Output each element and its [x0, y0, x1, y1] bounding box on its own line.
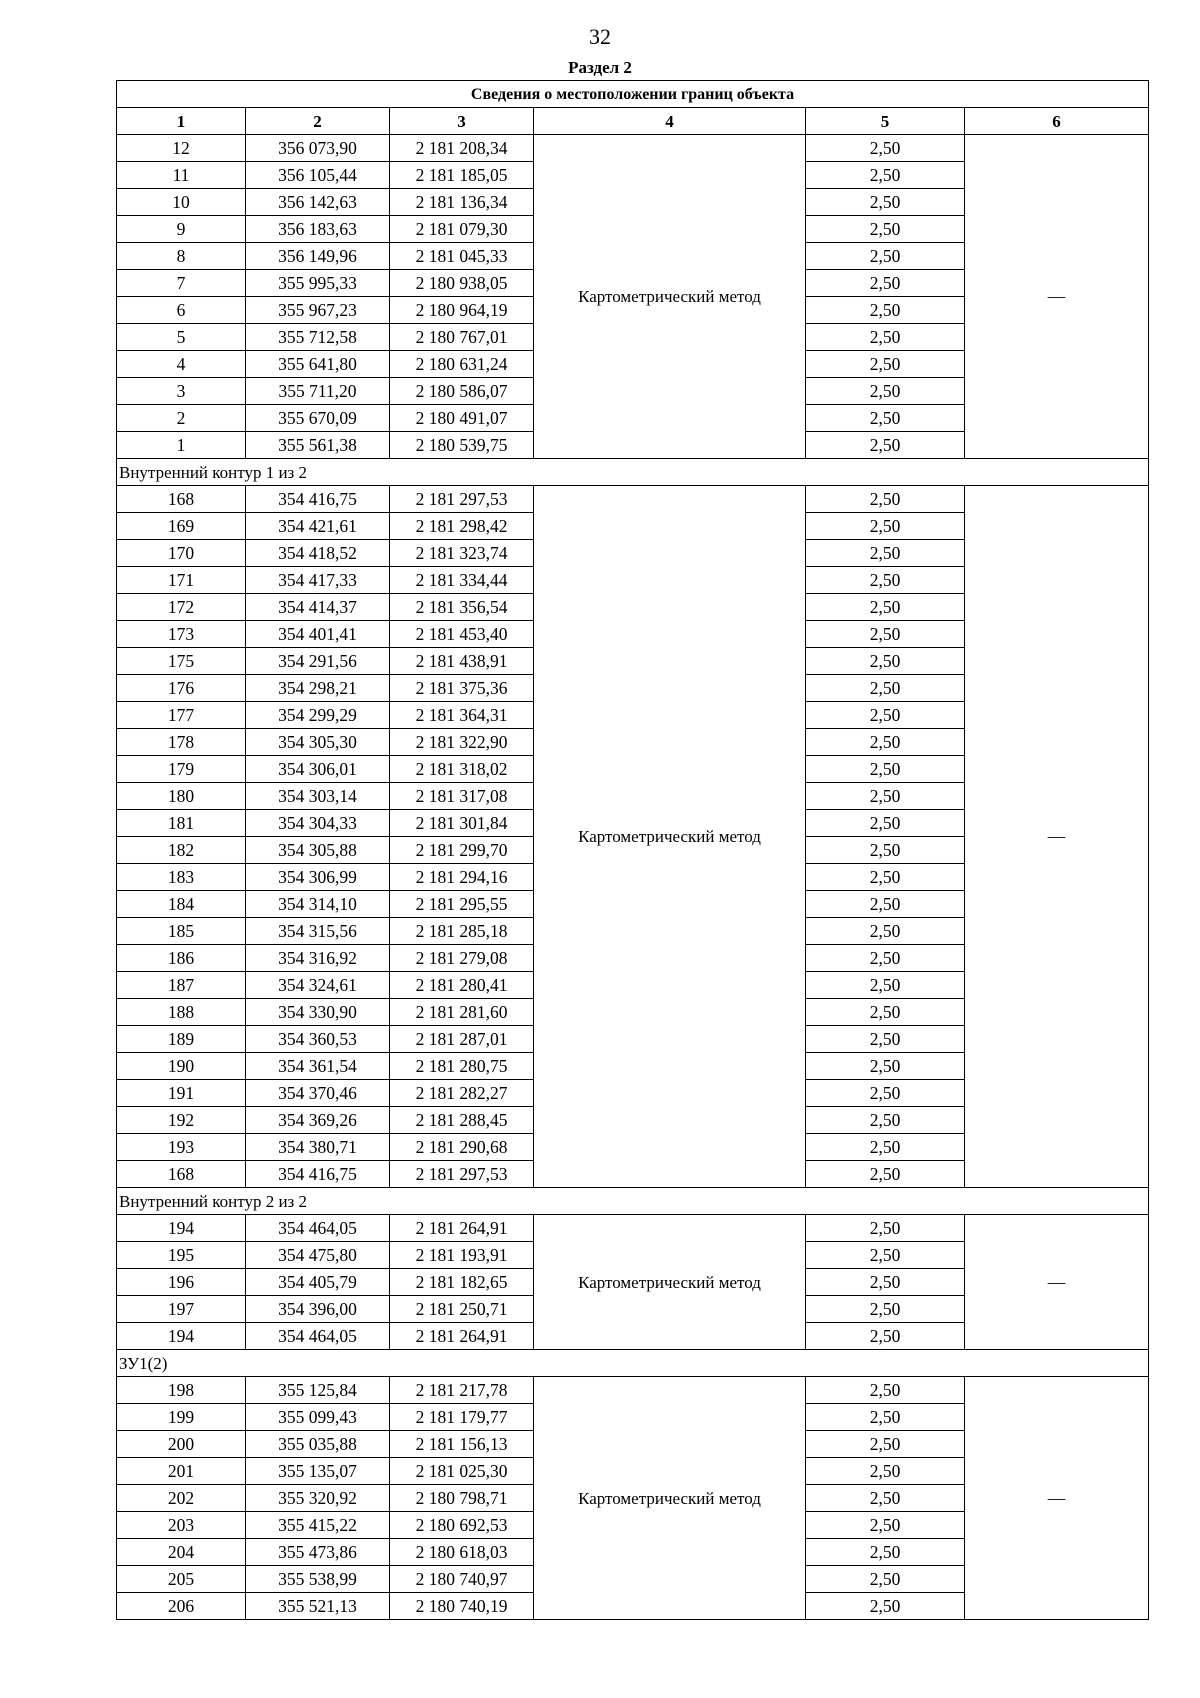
coord-x: 354 405,79 [246, 1269, 390, 1296]
point-number: 197 [117, 1296, 246, 1323]
accuracy: 2,50 [806, 405, 965, 432]
col6-cell: — [965, 135, 1149, 459]
point-number: 186 [117, 945, 246, 972]
point-number: 196 [117, 1269, 246, 1296]
coord-x: 354 401,41 [246, 621, 390, 648]
coord-y: 2 180 938,05 [390, 270, 534, 297]
coord-y: 2 181 217,78 [390, 1377, 534, 1404]
column-header: 1 [117, 108, 246, 135]
method-cell: Картометрический метод [534, 1215, 806, 1350]
accuracy: 2,50 [806, 1539, 965, 1566]
coord-x: 354 417,33 [246, 567, 390, 594]
page-number: 32 [589, 24, 611, 49]
coord-x: 354 369,26 [246, 1107, 390, 1134]
group-label: ЗУ1(2) [117, 1350, 1149, 1377]
coord-x: 354 475,80 [246, 1242, 390, 1269]
accuracy: 2,50 [806, 1431, 965, 1458]
coord-y: 2 181 375,36 [390, 675, 534, 702]
point-number: 8 [117, 243, 246, 270]
accuracy: 2,50 [806, 1161, 965, 1188]
section-label: Раздел 2 [568, 58, 632, 77]
point-number: 170 [117, 540, 246, 567]
point-number: 206 [117, 1593, 246, 1620]
point-number: 204 [117, 1539, 246, 1566]
coord-y: 2 181 453,40 [390, 621, 534, 648]
coord-x: 355 995,33 [246, 270, 390, 297]
accuracy: 2,50 [806, 1485, 965, 1512]
coord-x: 355 641,80 [246, 351, 390, 378]
coord-x: 354 306,99 [246, 864, 390, 891]
accuracy: 2,50 [806, 702, 965, 729]
col6-cell: — [965, 486, 1149, 1188]
accuracy: 2,50 [806, 1242, 965, 1269]
point-number: 199 [117, 1404, 246, 1431]
coord-x: 356 105,44 [246, 162, 390, 189]
accuracy: 2,50 [806, 675, 965, 702]
accuracy: 2,50 [806, 891, 965, 918]
accuracy: 2,50 [806, 324, 965, 351]
accuracy: 2,50 [806, 1053, 965, 1080]
coord-y: 2 181 250,71 [390, 1296, 534, 1323]
coord-x: 355 538,99 [246, 1566, 390, 1593]
boundary-coordinates-table [116, 80, 1149, 1620]
coord-x: 354 303,14 [246, 783, 390, 810]
coord-x: 355 099,43 [246, 1404, 390, 1431]
coord-x: 354 414,37 [246, 594, 390, 621]
accuracy: 2,50 [806, 945, 965, 972]
point-number: 185 [117, 918, 246, 945]
coord-y: 2 181 045,33 [390, 243, 534, 270]
accuracy: 2,50 [806, 1080, 965, 1107]
table-row [117, 135, 1149, 162]
coord-x: 355 415,22 [246, 1512, 390, 1539]
coord-y: 2 181 295,55 [390, 891, 534, 918]
coord-x: 355 135,07 [246, 1458, 390, 1485]
point-number: 181 [117, 810, 246, 837]
point-number: 187 [117, 972, 246, 999]
coord-x: 354 291,56 [246, 648, 390, 675]
coord-y: 2 181 356,54 [390, 594, 534, 621]
point-number: 188 [117, 999, 246, 1026]
column-header: 4 [534, 108, 806, 135]
accuracy: 2,50 [806, 1593, 965, 1620]
coord-x: 354 304,33 [246, 810, 390, 837]
point-number: 168 [117, 1161, 246, 1188]
group-label-row [117, 459, 1149, 486]
coord-x: 354 305,30 [246, 729, 390, 756]
point-number: 201 [117, 1458, 246, 1485]
coord-x: 356 142,63 [246, 189, 390, 216]
point-number: 184 [117, 891, 246, 918]
accuracy: 2,50 [806, 162, 965, 189]
accuracy: 2,50 [806, 729, 965, 756]
coord-y: 2 181 025,30 [390, 1458, 534, 1485]
coord-y: 2 181 290,68 [390, 1134, 534, 1161]
table-title: Сведения о местоположении границ объекта [117, 81, 1149, 108]
accuracy: 2,50 [806, 1026, 965, 1053]
accuracy: 2,50 [806, 1566, 965, 1593]
point-number: 193 [117, 1134, 246, 1161]
point-number: 173 [117, 621, 246, 648]
coord-y: 2 181 208,34 [390, 135, 534, 162]
coord-y: 2 180 491,07 [390, 405, 534, 432]
coord-y: 2 181 281,60 [390, 999, 534, 1026]
coord-x: 354 396,00 [246, 1296, 390, 1323]
accuracy: 2,50 [806, 1296, 965, 1323]
point-number: 203 [117, 1512, 246, 1539]
coord-y: 2 180 798,71 [390, 1485, 534, 1512]
accuracy: 2,50 [806, 378, 965, 405]
coord-y: 2 180 740,97 [390, 1566, 534, 1593]
coord-y: 2 181 301,84 [390, 810, 534, 837]
point-number: 182 [117, 837, 246, 864]
coord-y: 2 181 438,91 [390, 648, 534, 675]
accuracy: 2,50 [806, 1458, 965, 1485]
point-number: 7 [117, 270, 246, 297]
point-number: 172 [117, 594, 246, 621]
coord-y: 2 180 586,07 [390, 378, 534, 405]
col6-cell: — [965, 1215, 1149, 1350]
accuracy: 2,50 [806, 648, 965, 675]
accuracy: 2,50 [806, 1377, 965, 1404]
group-label: Внутренний контур 1 из 2 [117, 459, 1149, 486]
coord-x: 355 320,92 [246, 1485, 390, 1512]
coord-x: 354 464,05 [246, 1215, 390, 1242]
accuracy: 2,50 [806, 540, 965, 567]
coord-y: 2 181 285,18 [390, 918, 534, 945]
point-number: 198 [117, 1377, 246, 1404]
point-number: 12 [117, 135, 246, 162]
coord-y: 2 181 185,05 [390, 162, 534, 189]
coord-y: 2 180 631,24 [390, 351, 534, 378]
table-row [117, 1215, 1149, 1242]
point-number: 11 [117, 162, 246, 189]
coord-y: 2 181 288,45 [390, 1107, 534, 1134]
accuracy: 2,50 [806, 756, 965, 783]
accuracy: 2,50 [806, 1107, 965, 1134]
coord-y: 2 181 156,13 [390, 1431, 534, 1458]
coord-y: 2 180 692,53 [390, 1512, 534, 1539]
point-number: 192 [117, 1107, 246, 1134]
coord-x: 354 299,29 [246, 702, 390, 729]
coord-x: 354 314,10 [246, 891, 390, 918]
accuracy: 2,50 [806, 999, 965, 1026]
accuracy: 2,50 [806, 972, 965, 999]
point-number: 200 [117, 1431, 246, 1458]
accuracy: 2,50 [806, 1134, 965, 1161]
coord-y: 2 181 136,34 [390, 189, 534, 216]
point-number: 9 [117, 216, 246, 243]
point-number: 171 [117, 567, 246, 594]
coord-x: 354 324,61 [246, 972, 390, 999]
point-number: 3 [117, 378, 246, 405]
coord-x: 354 418,52 [246, 540, 390, 567]
coord-x: 354 464,05 [246, 1323, 390, 1350]
method-cell: Картометрический метод [534, 1377, 806, 1620]
group-label-row [117, 1188, 1149, 1215]
coord-y: 2 181 280,75 [390, 1053, 534, 1080]
table-row [117, 486, 1149, 513]
point-number: 180 [117, 783, 246, 810]
point-number: 168 [117, 486, 246, 513]
point-number: 190 [117, 1053, 246, 1080]
group-label-row [117, 1350, 1149, 1377]
table-row [117, 1377, 1149, 1404]
coord-x: 354 360,53 [246, 1026, 390, 1053]
point-number: 179 [117, 756, 246, 783]
accuracy: 2,50 [806, 1512, 965, 1539]
point-number: 10 [117, 189, 246, 216]
coord-y: 2 180 740,19 [390, 1593, 534, 1620]
coord-y: 2 181 280,41 [390, 972, 534, 999]
accuracy: 2,50 [806, 216, 965, 243]
coord-y: 2 181 299,70 [390, 837, 534, 864]
accuracy: 2,50 [806, 135, 965, 162]
coord-y: 2 181 294,16 [390, 864, 534, 891]
point-number: 191 [117, 1080, 246, 1107]
coord-x: 354 305,88 [246, 837, 390, 864]
coord-y: 2 180 618,03 [390, 1539, 534, 1566]
coord-x: 354 330,90 [246, 999, 390, 1026]
coord-y: 2 181 297,53 [390, 486, 534, 513]
point-number: 177 [117, 702, 246, 729]
coord-y: 2 181 318,02 [390, 756, 534, 783]
column-header: 6 [965, 108, 1149, 135]
accuracy: 2,50 [806, 243, 965, 270]
group-label: Внутренний контур 2 из 2 [117, 1188, 1149, 1215]
accuracy: 2,50 [806, 270, 965, 297]
coord-x: 354 298,21 [246, 675, 390, 702]
coord-x: 354 306,01 [246, 756, 390, 783]
column-header: 3 [390, 108, 534, 135]
accuracy: 2,50 [806, 783, 965, 810]
coord-x: 354 416,75 [246, 1161, 390, 1188]
accuracy: 2,50 [806, 432, 965, 459]
accuracy: 2,50 [806, 189, 965, 216]
point-number: 205 [117, 1566, 246, 1593]
accuracy: 2,50 [806, 513, 965, 540]
coord-x: 354 380,71 [246, 1134, 390, 1161]
coord-x: 355 670,09 [246, 405, 390, 432]
point-number: 6 [117, 297, 246, 324]
point-number: 1 [117, 432, 246, 459]
coord-x: 356 149,96 [246, 243, 390, 270]
column-header: 5 [806, 108, 965, 135]
accuracy: 2,50 [806, 810, 965, 837]
coord-x: 356 183,63 [246, 216, 390, 243]
coord-x: 354 421,61 [246, 513, 390, 540]
coord-y: 2 181 364,31 [390, 702, 534, 729]
coord-x: 355 712,58 [246, 324, 390, 351]
point-number: 2 [117, 405, 246, 432]
point-number: 202 [117, 1485, 246, 1512]
coord-x: 356 073,90 [246, 135, 390, 162]
accuracy: 2,50 [806, 1269, 965, 1296]
coord-x: 354 315,56 [246, 918, 390, 945]
point-number: 5 [117, 324, 246, 351]
coord-y: 2 181 279,08 [390, 945, 534, 972]
coord-x: 354 370,46 [246, 1080, 390, 1107]
point-number: 4 [117, 351, 246, 378]
coord-y: 2 181 179,77 [390, 1404, 534, 1431]
point-number: 175 [117, 648, 246, 675]
coord-y: 2 181 334,44 [390, 567, 534, 594]
coord-y: 2 181 264,91 [390, 1323, 534, 1350]
coord-y: 2 181 282,27 [390, 1080, 534, 1107]
accuracy: 2,50 [806, 1323, 965, 1350]
coord-y: 2 181 322,90 [390, 729, 534, 756]
point-number: 195 [117, 1242, 246, 1269]
coord-y: 2 181 287,01 [390, 1026, 534, 1053]
point-number: 183 [117, 864, 246, 891]
coord-y: 2 181 264,91 [390, 1215, 534, 1242]
coord-x: 355 711,20 [246, 378, 390, 405]
coord-y: 2 181 193,91 [390, 1242, 534, 1269]
point-number: 176 [117, 675, 246, 702]
coord-y: 2 181 182,65 [390, 1269, 534, 1296]
accuracy: 2,50 [806, 486, 965, 513]
coord-y: 2 181 298,42 [390, 513, 534, 540]
coord-y: 2 180 767,01 [390, 324, 534, 351]
coord-x: 355 967,23 [246, 297, 390, 324]
coord-x: 354 416,75 [246, 486, 390, 513]
accuracy: 2,50 [806, 297, 965, 324]
accuracy: 2,50 [806, 1404, 965, 1431]
accuracy: 2,50 [806, 594, 965, 621]
point-number: 169 [117, 513, 246, 540]
accuracy: 2,50 [806, 351, 965, 378]
point-number: 178 [117, 729, 246, 756]
accuracy: 2,50 [806, 621, 965, 648]
accuracy: 2,50 [806, 1215, 965, 1242]
coord-x: 354 316,92 [246, 945, 390, 972]
column-header: 2 [246, 108, 390, 135]
col6-cell: — [965, 1377, 1149, 1620]
coord-x: 355 521,13 [246, 1593, 390, 1620]
coord-y: 2 181 297,53 [390, 1161, 534, 1188]
coord-x: 354 361,54 [246, 1053, 390, 1080]
coord-x: 355 473,86 [246, 1539, 390, 1566]
coord-y: 2 181 079,30 [390, 216, 534, 243]
coord-x: 355 125,84 [246, 1377, 390, 1404]
method-cell: Картометрический метод [534, 135, 806, 459]
coord-y: 2 180 964,19 [390, 297, 534, 324]
accuracy: 2,50 [806, 567, 965, 594]
coord-y: 2 181 323,74 [390, 540, 534, 567]
accuracy: 2,50 [806, 864, 965, 891]
accuracy: 2,50 [806, 837, 965, 864]
coord-y: 2 180 539,75 [390, 432, 534, 459]
point-number: 194 [117, 1215, 246, 1242]
point-number: 194 [117, 1323, 246, 1350]
method-cell: Картометрический метод [534, 486, 806, 1188]
coord-x: 355 561,38 [246, 432, 390, 459]
coord-y: 2 181 317,08 [390, 783, 534, 810]
point-number: 189 [117, 1026, 246, 1053]
accuracy: 2,50 [806, 918, 965, 945]
coord-x: 355 035,88 [246, 1431, 390, 1458]
